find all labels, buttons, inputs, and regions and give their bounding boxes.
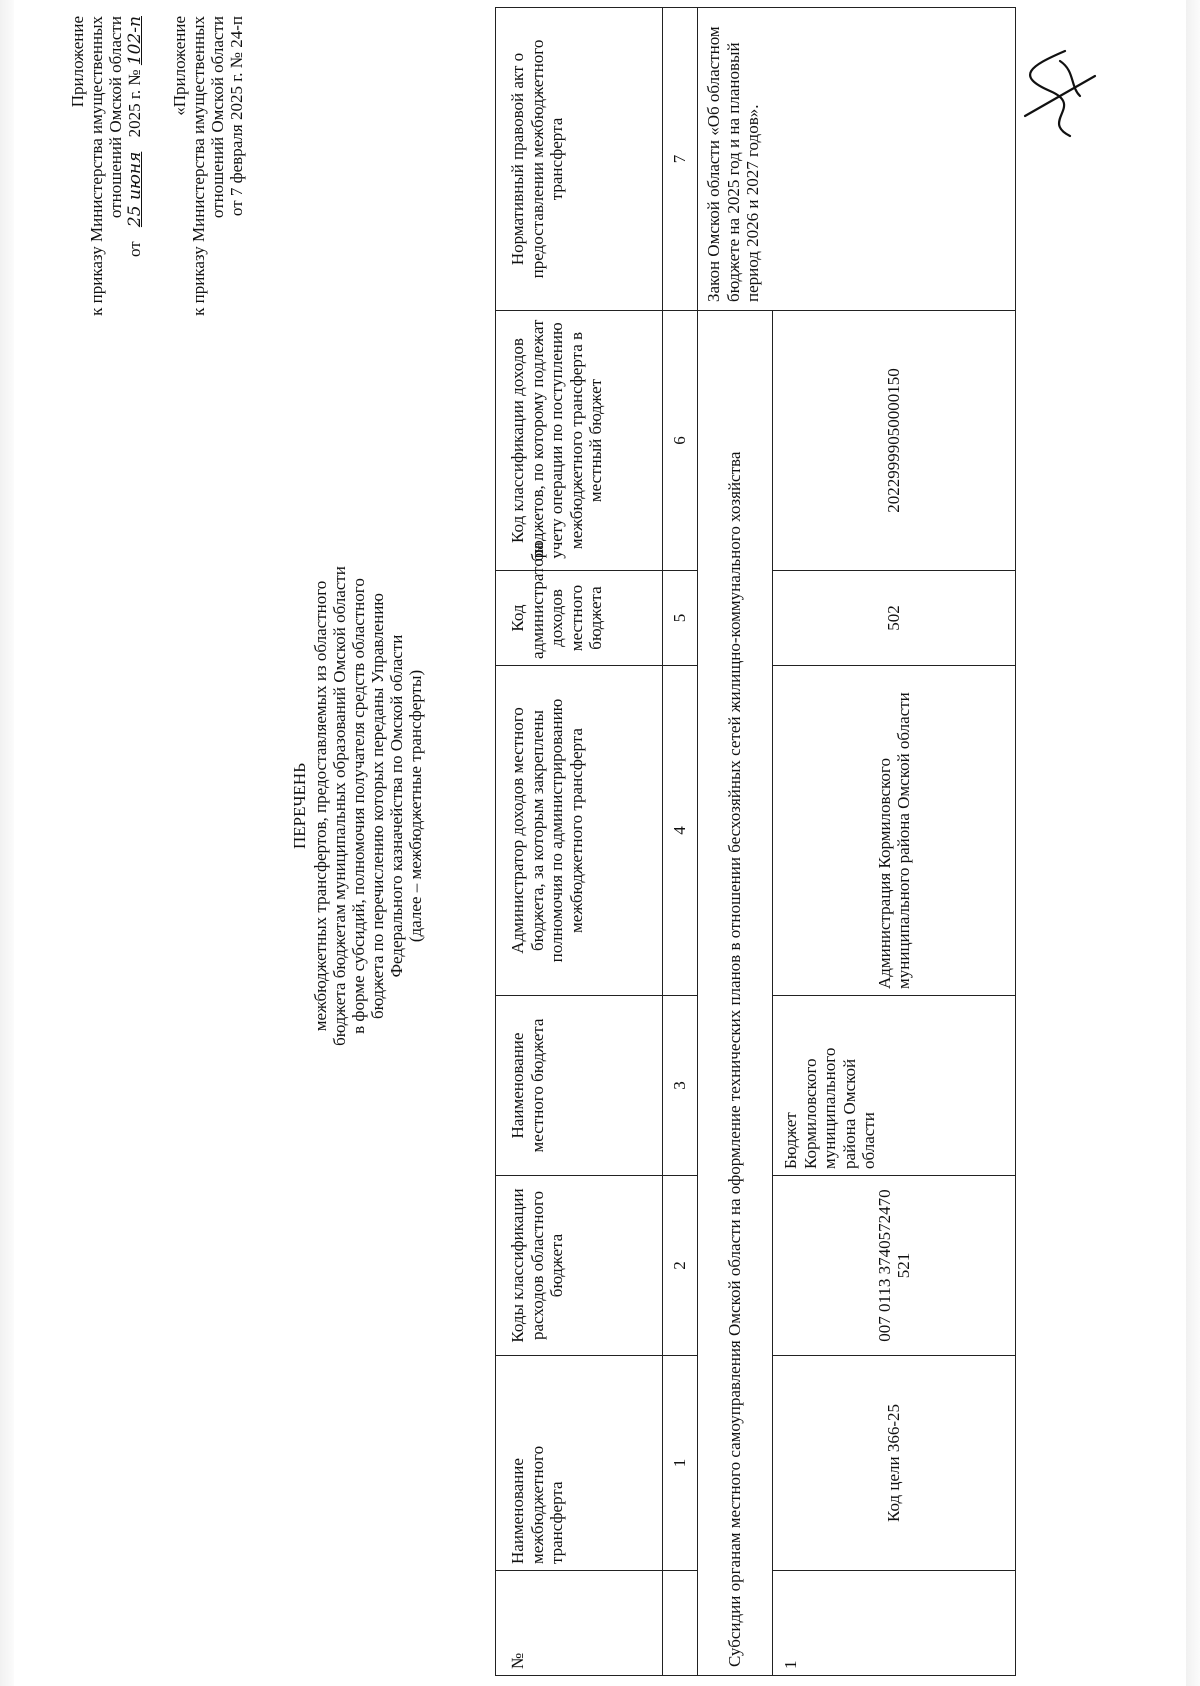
title-line: (далее – межбюджетные трансферты) <box>406 669 425 943</box>
row-admin-code: 502 <box>773 571 1016 666</box>
org-line: отношений Омской области <box>106 16 125 219</box>
section-row <box>698 8 773 1676</box>
transfers-table <box>495 7 1016 1676</box>
header-legal-act: Нормативный правовой акт о предоставлении межбюджетного трансферта <box>496 8 663 311</box>
title-line: бюджета по перечислению которых переданы Управлению <box>368 593 387 1020</box>
header-no: № <box>496 1571 663 1676</box>
title-heading: ПЕРЕЧЕНЬ <box>290 763 309 849</box>
column-number: 7 <box>663 8 698 311</box>
header-administrator: Администратор доходов местного бюджета, за которым закреплены полномочия по администрированию межбюджетного трансферта <box>496 666 663 996</box>
title-line: межбюджетных трансфертов, предоставляемых из областного <box>311 580 330 1032</box>
row-local-budget: Бюджет Кормиловского муниципального района Омской области <box>773 996 1016 1176</box>
row-income-code: 20229999050000150 <box>773 311 1016 571</box>
header-admin-code: Код администратора доходов местного бюджета <box>496 571 663 666</box>
column-number: 3 <box>663 996 698 1176</box>
column-number: 2 <box>663 1176 698 1356</box>
document-title <box>290 476 425 1136</box>
column-number: 4 <box>663 666 698 996</box>
order-line: к приказу Министерства имущественных <box>87 16 106 316</box>
section-title: Субсидии органам местного самоуправления Омской области на оформление технических планов в отношении бесхозяйных сетей жилищно-коммунального хозяйства <box>698 311 773 1676</box>
previous-appendix-header <box>170 16 246 456</box>
header-transfer-name: Наименование межбюджетного трансферта <box>496 1356 663 1571</box>
handwritten-signature <box>1010 36 1100 146</box>
column-number-row <box>663 8 698 1676</box>
order-date-line: от 25 июня 2025 г. № 102-п <box>125 16 145 258</box>
column-number: 1 <box>663 1356 698 1571</box>
column-number-empty <box>663 1571 698 1676</box>
column-number: 5 <box>663 571 698 666</box>
header-expense-codes: Коды классификации расходов областного бюджета <box>496 1176 663 1356</box>
header-income-code: Код классификации доходов бюджетов, по которому подлежат учету операции по поступлению межбюджетного трансферта в местный бюджет <box>496 311 663 571</box>
prev-org-line: отношений Омской области <box>208 16 227 219</box>
legal-act-cell: Закон Омской области «Об областном бюджете на 2025 год и на плановый период 2026 и 2027 годов». <box>698 8 1016 311</box>
header-row <box>496 8 663 1676</box>
handwritten-number: 102-п <box>125 16 145 66</box>
prev-order-line: к приказу Министерства имущественных <box>189 16 208 316</box>
prev-appendix-label: «Приложение <box>170 16 189 116</box>
prev-date-line: от 7 февраля 2025 г. № 24-п <box>227 16 246 217</box>
appendix-label: Приложение <box>68 16 87 108</box>
title-line: в форме субсидий, полномочия получателя средств областного <box>349 578 368 1034</box>
appendix-header <box>68 16 145 456</box>
column-number: 6 <box>663 311 698 571</box>
title-line: бюджета бюджетам муниципальных образований Омской области <box>330 566 349 1046</box>
title-line: Федерального казначейства по Омской области <box>387 634 406 978</box>
row-number: 1 <box>773 1571 1016 1676</box>
row-administrator: Администрация Кормиловского муниципального района Омской области <box>773 666 1016 996</box>
header-local-budget: Наименование местного бюджета <box>496 996 663 1176</box>
row-transfer-name: Код цели 366-25 <box>773 1356 1016 1571</box>
row-expense-codes: 007 0113 3740572470 521 <box>773 1176 1016 1356</box>
handwritten-date: 25 июня <box>125 151 145 228</box>
